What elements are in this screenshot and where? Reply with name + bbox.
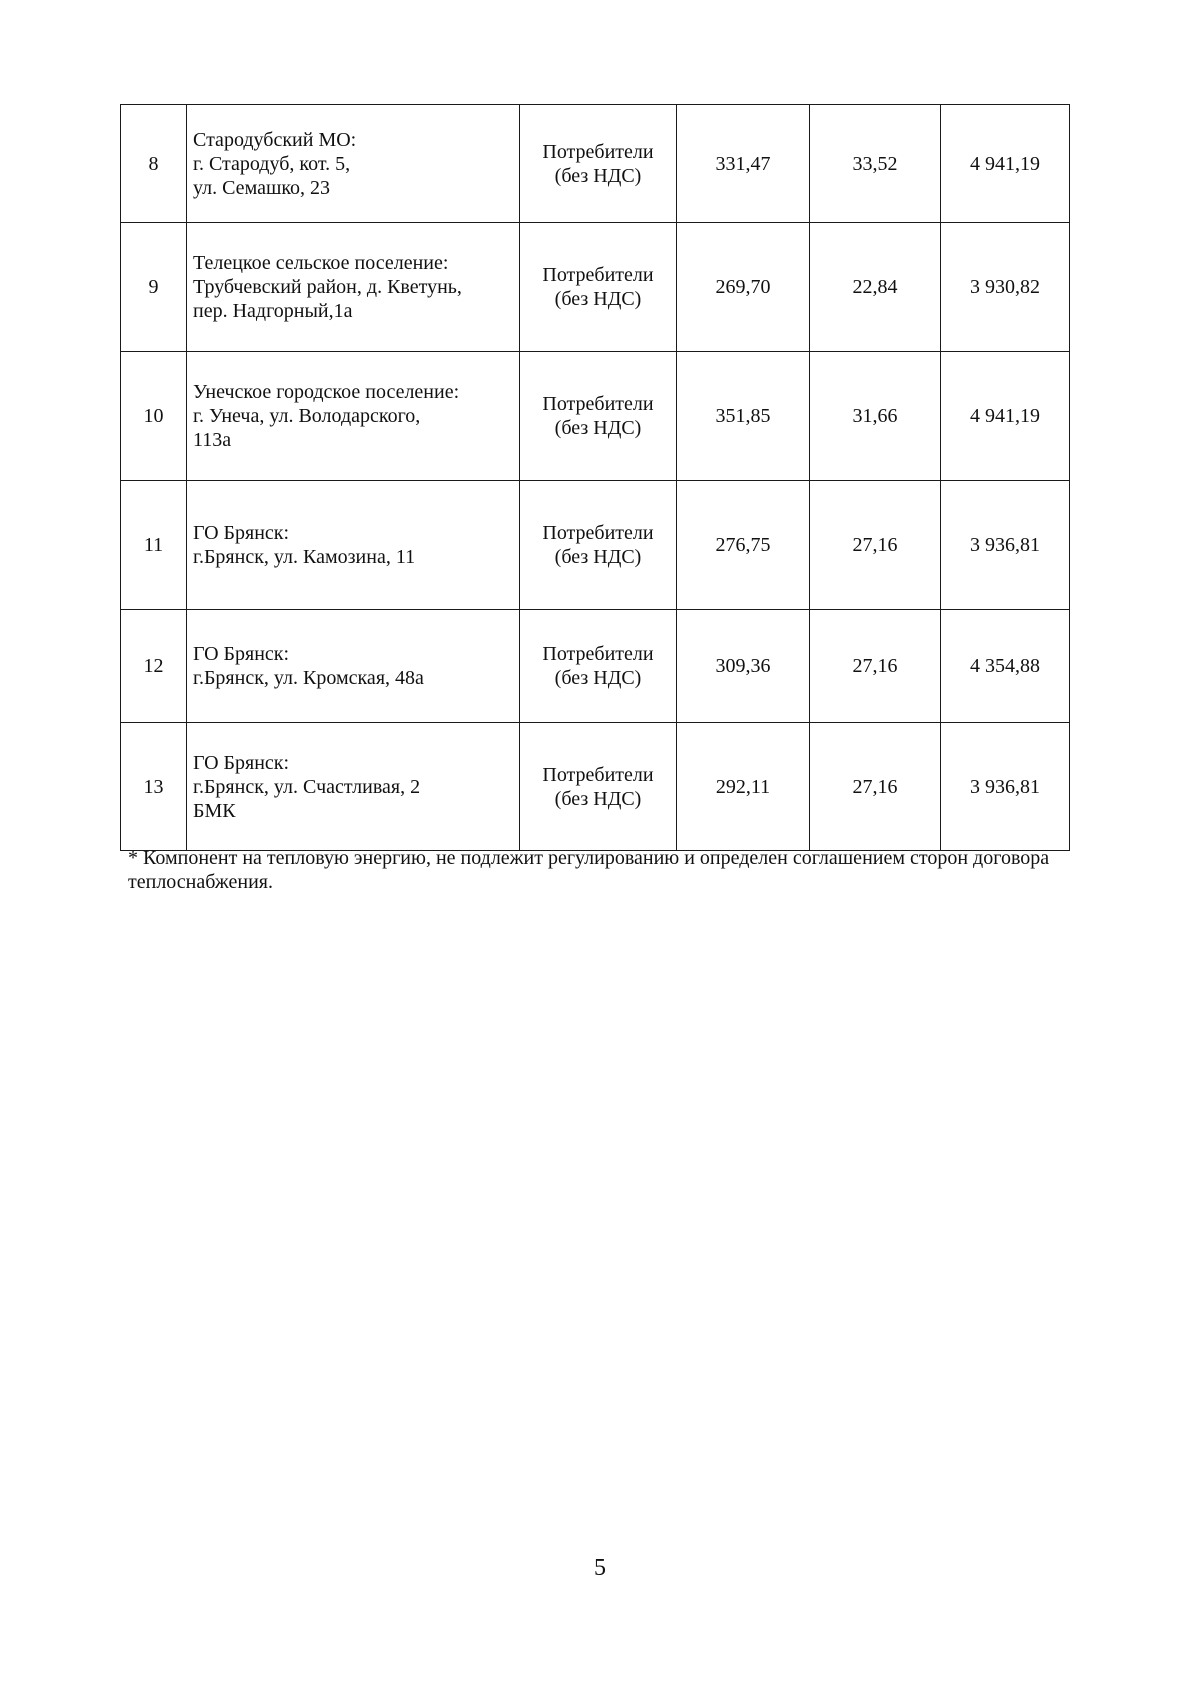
value-cell: 292,11 — [677, 723, 810, 851]
consumer-cell — [520, 723, 677, 851]
value-cell: 3 930,82 — [941, 223, 1070, 352]
address-line: г. Унеча, ул. Володарского, — [193, 405, 421, 427]
consumer-line: (без НДС) — [554, 546, 642, 568]
consumer-line: Потребители — [542, 643, 654, 665]
address-line: г.Брянск, ул. Счастливая, 2 — [193, 775, 421, 798]
footnote: * Компонент на тепловую энергию, не подлежит регулированию и определен соглашением сторон договора теплоснабжения. — [128, 847, 1050, 893]
address-line: ГО Брянск: — [193, 643, 290, 665]
address-line: г. Стародуб, кот. 5, — [193, 152, 351, 175]
consumer-line: (без НДС) — [554, 787, 642, 810]
consumer-line: Потребители — [542, 140, 654, 163]
value-cell: 351,85 — [677, 352, 810, 481]
address-cell — [187, 352, 520, 481]
address-cell — [187, 223, 520, 352]
value-cell: 27,16 — [810, 723, 941, 851]
address-line: Унечское городское поселение: — [193, 381, 460, 403]
value-cell: 276,75 — [677, 481, 810, 610]
value-cell: 33,52 — [810, 105, 941, 223]
value-cell: 31,66 — [810, 352, 941, 481]
address-line: г.Брянск, ул. Камозина, 11 — [193, 546, 416, 568]
value-cell: 4 354,88 — [941, 610, 1070, 723]
table-row — [121, 610, 1070, 723]
value-cell: 22,84 — [810, 223, 941, 352]
value-cell: 3 936,81 — [941, 723, 1070, 851]
page-number: 5 — [594, 1555, 606, 1581]
row-number: 10 — [121, 352, 187, 481]
row-number: 11 — [121, 481, 187, 610]
row-number: 8 — [121, 105, 187, 223]
address-line: ГО Брянск: — [193, 751, 290, 774]
value-cell: 269,70 — [677, 223, 810, 352]
address-line: г.Брянск, ул. Кромская, 48а — [193, 667, 424, 689]
consumer-cell — [520, 223, 677, 352]
row-number: 9 — [121, 223, 187, 352]
table-row — [121, 352, 1070, 481]
consumer-line: (без НДС) — [554, 164, 642, 187]
consumer-line: (без НДС) — [554, 667, 642, 689]
consumer-line: Потребители — [542, 393, 654, 415]
consumer-line: (без НДС) — [554, 417, 642, 439]
value-cell: 3 936,81 — [941, 481, 1070, 610]
value-cell: 27,16 — [810, 481, 941, 610]
address-cell — [187, 481, 520, 610]
row-number: 12 — [121, 610, 187, 723]
address-cell — [187, 610, 520, 723]
address-line: пер. Надгорный,1а — [193, 300, 353, 322]
value-cell: 331,47 — [677, 105, 810, 223]
address-line: 113а — [193, 429, 232, 451]
consumer-cell — [520, 610, 677, 723]
address-line: Трубчевский район, д. Кветунь, — [193, 276, 462, 298]
address-cell — [187, 723, 520, 851]
table-row — [121, 105, 1070, 223]
table-row — [121, 723, 1070, 851]
row-number: 13 — [121, 723, 187, 851]
value-cell: 4 941,19 — [941, 352, 1070, 481]
value-cell: 309,36 — [677, 610, 810, 723]
value-cell: 27,16 — [810, 610, 941, 723]
address-line: БМК — [193, 799, 236, 822]
address-line: ул. Семашко, 23 — [193, 176, 331, 199]
table-row — [121, 223, 1070, 352]
consumer-line: Потребители — [542, 264, 654, 286]
consumer-line: Потребители — [542, 522, 654, 544]
consumer-line: Потребители — [542, 763, 654, 786]
address-cell — [187, 105, 520, 223]
consumer-cell — [520, 352, 677, 481]
consumer-line: (без НДС) — [554, 288, 642, 310]
consumer-cell — [520, 481, 677, 610]
consumer-cell — [520, 105, 677, 223]
value-cell: 4 941,19 — [941, 105, 1070, 223]
address-line: Телецкое сельское поселение: — [193, 252, 449, 274]
address-line: Стародубский МО: — [193, 128, 357, 151]
table-row — [121, 481, 1070, 610]
address-line: ГО Брянск: — [193, 522, 290, 544]
tariff-table — [120, 104, 1070, 851]
